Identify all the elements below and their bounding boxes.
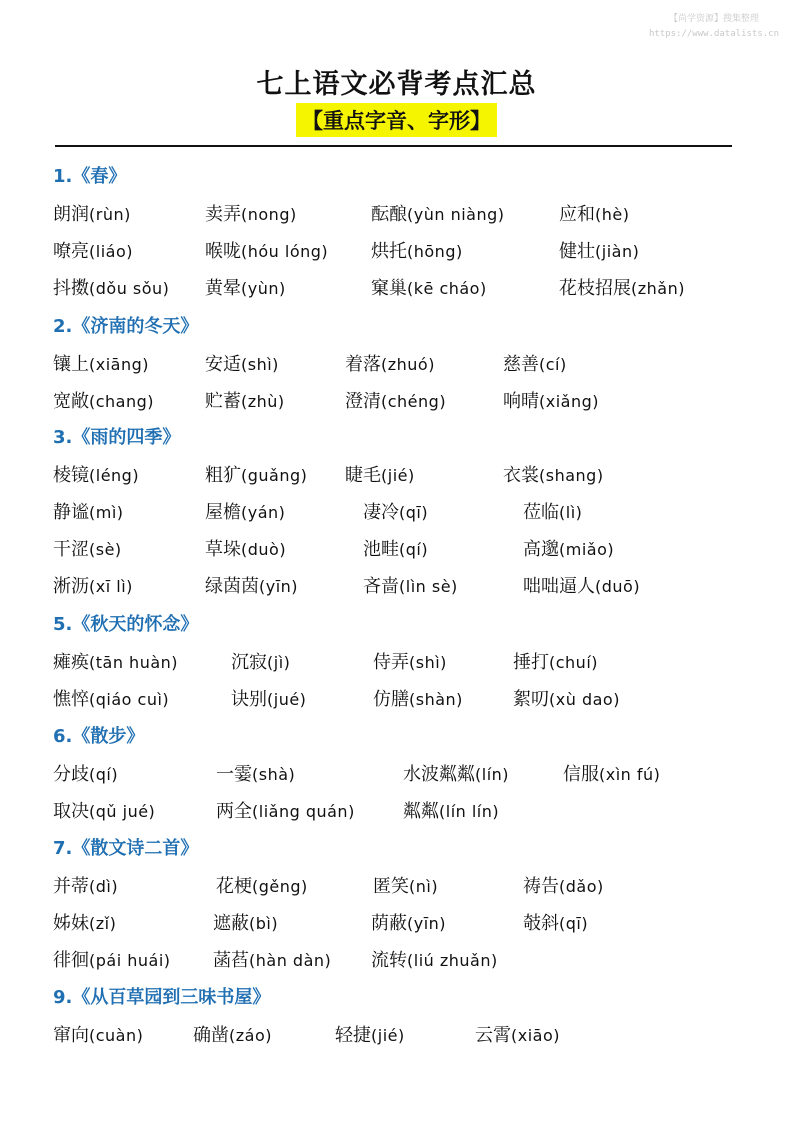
vocab-word: 宽敞 <box>53 391 89 412</box>
vocab-pinyin: (lìn sè) <box>399 577 458 596</box>
vocab-pinyin: (liǎng quán) <box>252 802 355 821</box>
vocab-pinyin: (xī lì) <box>89 577 133 596</box>
vocab-word: 高邈 <box>523 539 559 560</box>
vocab-pinyin: (jié) <box>381 466 415 485</box>
vocab-item <box>53 387 154 413</box>
vocab-word: 并蒂 <box>53 876 89 897</box>
vocab-word: 静谧 <box>53 502 89 523</box>
vocab-pinyin: (duō) <box>595 577 641 596</box>
vocab-pinyin: (léng) <box>89 466 140 485</box>
vocab-pinyin: (pái huái) <box>89 951 171 970</box>
vocab-word: 绿茵茵 <box>205 576 259 597</box>
vocab-pinyin: (qí) <box>89 765 119 784</box>
vocab-word: 响晴 <box>503 391 539 412</box>
vocab-pinyin: (shang) <box>539 466 604 485</box>
vocab-pinyin: (liú zhuǎn) <box>407 951 498 970</box>
vocab-word: 流转 <box>371 950 407 971</box>
section-title: 1.《春》 <box>53 166 127 187</box>
vocab-item <box>523 872 604 898</box>
vocab-row <box>53 797 743 823</box>
vocab-item <box>53 200 131 226</box>
vocab-pinyin: (bì) <box>249 914 279 933</box>
vocab-item <box>373 648 447 674</box>
vocab-item <box>53 872 118 898</box>
vocab-word: 棱镜 <box>53 465 89 486</box>
vocab-item <box>503 387 599 413</box>
vocab-word: 捶打 <box>513 652 549 673</box>
vocab-pinyin: (hè) <box>595 205 630 224</box>
vocab-word: 喉咙 <box>205 241 241 262</box>
vocab-item <box>335 1021 405 1047</box>
vocab-word: 侍弄 <box>373 652 409 673</box>
vocab-pinyin: (zhuó) <box>381 355 435 374</box>
vocab-row <box>53 872 743 898</box>
section-title: 3.《雨的四季》 <box>53 427 181 448</box>
vocab-pinyin: (guǎng) <box>241 466 308 485</box>
vocab-item <box>53 1021 143 1047</box>
vocab-item <box>345 461 415 487</box>
section-title: 9.《从百草园到三味书屋》 <box>53 987 271 1008</box>
vocab-word: 攲斜 <box>523 913 559 934</box>
vocab-item <box>205 237 328 263</box>
section-title: 6.《散步》 <box>53 726 145 747</box>
vocab-pinyin: (qí) <box>399 540 429 559</box>
vocab-pinyin: (liáo) <box>89 242 133 261</box>
vocab-word: 荫蔽 <box>371 913 407 934</box>
subtitle-wrapper <box>0 103 793 137</box>
vocab-word: 花枝招展 <box>559 278 631 299</box>
vocab-word: 确凿 <box>193 1025 229 1046</box>
vocab-item <box>205 387 285 413</box>
vocab-item <box>53 797 155 823</box>
section-title: 5.《秋天的怀念》 <box>53 614 199 635</box>
vocab-word: 抖擞 <box>53 278 89 299</box>
vocab-word: 凄冷 <box>363 502 399 523</box>
vocab-word: 信服 <box>563 764 599 785</box>
vocab-word: 应和 <box>559 204 595 225</box>
vocab-row <box>53 237 743 263</box>
vocab-item <box>53 237 133 263</box>
vocab-item <box>403 760 509 786</box>
vocab-word: 祷告 <box>523 876 559 897</box>
vocab-word: 憔悴 <box>53 689 89 710</box>
vocab-pinyin: (tān huàn) <box>89 653 179 672</box>
vocab-pinyin: (zhù) <box>241 392 285 411</box>
vocab-word: 徘徊 <box>53 950 89 971</box>
vocab-pinyin: (zǐ) <box>89 914 117 933</box>
title-divider <box>55 145 732 147</box>
vocab-word: 云霄 <box>475 1025 511 1046</box>
vocab-word: 絮叨 <box>513 689 549 710</box>
vocab-pinyin: (qǔ jué) <box>89 802 156 821</box>
vocab-word: 莅临 <box>523 502 559 523</box>
vocab-item <box>475 1021 560 1047</box>
vocab-item <box>363 572 458 598</box>
vocab-row <box>53 535 743 561</box>
vocab-item <box>345 350 435 376</box>
vocab-item <box>503 350 567 376</box>
vocab-pinyin: (hóu lóng) <box>241 242 329 261</box>
vocab-pinyin: (dǒu sǒu) <box>89 279 170 298</box>
vocab-item <box>523 909 588 935</box>
vocab-word: 两全 <box>216 801 252 822</box>
vocab-row <box>53 350 743 376</box>
vocab-pinyin: (yīn) <box>259 577 299 596</box>
vocab-item <box>53 909 116 935</box>
vocab-pinyin: (shà) <box>252 765 296 784</box>
vocab-pinyin: (shàn) <box>409 690 463 709</box>
vocab-item <box>205 200 297 226</box>
watermark <box>649 12 779 42</box>
vocab-item <box>559 274 685 300</box>
vocab-word: 咄咄逼人 <box>523 576 595 597</box>
vocab-pinyin: (shì) <box>241 355 279 374</box>
vocab-item <box>213 946 331 972</box>
vocab-word: 健壮 <box>559 241 595 262</box>
vocab-row <box>53 200 743 226</box>
vocab-item <box>53 350 149 376</box>
vocab-item <box>53 946 171 972</box>
vocab-row <box>53 946 743 972</box>
vocab-row <box>53 685 743 711</box>
vocab-word: 沉寂 <box>231 652 267 673</box>
vocab-item <box>345 387 446 413</box>
vocab-item <box>53 760 118 786</box>
vocab-item <box>503 461 604 487</box>
vocab-item <box>53 685 169 711</box>
vocab-item <box>213 909 278 935</box>
vocab-pinyin: (xìn fú) <box>599 765 661 784</box>
vocab-item <box>53 535 122 561</box>
vocab-word: 吝啬 <box>363 576 399 597</box>
vocab-pinyin: (jié) <box>371 1026 405 1045</box>
vocab-item <box>363 535 428 561</box>
vocab-word: 粗犷 <box>205 465 241 486</box>
vocab-item <box>53 461 139 487</box>
vocab-item <box>53 572 133 598</box>
vocab-item <box>523 572 640 598</box>
vocab-word: 睫毛 <box>345 465 381 486</box>
vocab-item <box>373 872 438 898</box>
vocab-pinyin: (mì) <box>89 503 124 522</box>
vocab-item <box>523 498 582 524</box>
vocab-item <box>371 946 498 972</box>
vocab-pinyin: (qiáo cuì) <box>89 690 170 709</box>
vocab-item <box>371 909 446 935</box>
vocab-pinyin: (jué) <box>267 690 307 709</box>
vocab-word: 窜向 <box>53 1025 89 1046</box>
vocab-word: 仿膳 <box>373 689 409 710</box>
vocab-pinyin: (dì) <box>89 877 119 896</box>
vocab-row <box>53 461 743 487</box>
vocab-pinyin: (xù dao) <box>549 690 620 709</box>
vocab-pinyin: (yùn niàng) <box>407 205 505 224</box>
vocab-item <box>216 760 295 786</box>
vocab-row <box>53 498 743 524</box>
vocab-pinyin: (nong) <box>241 205 297 224</box>
vocab-word: 干涩 <box>53 539 89 560</box>
vocab-pinyin: (yán) <box>241 503 286 522</box>
vocab-pinyin: (miǎo) <box>559 540 615 559</box>
vocab-word: 瘫痪 <box>53 652 89 673</box>
vocab-item <box>513 685 620 711</box>
page-subtitle: 【重点字音、字形】 <box>296 103 497 137</box>
vocab-word: 卖弄 <box>205 204 241 225</box>
vocab-item <box>205 461 307 487</box>
vocab-pinyin: (hàn dàn) <box>249 951 332 970</box>
vocab-word: 粼粼 <box>403 801 439 822</box>
vocab-item <box>205 572 298 598</box>
vocab-pinyin: (qī) <box>559 914 589 933</box>
vocab-word: 取决 <box>53 801 89 822</box>
vocab-row <box>53 572 743 598</box>
vocab-word: 分歧 <box>53 764 89 785</box>
vocab-pinyin: (lì) <box>559 503 583 522</box>
page-title: 七上语文必背考点汇总 <box>256 69 537 100</box>
vocab-pinyin: (xiāo) <box>511 1026 560 1045</box>
vocab-item <box>205 350 279 376</box>
vocab-row <box>53 909 743 935</box>
vocab-pinyin: (nì) <box>409 877 439 896</box>
vocab-row <box>53 760 743 786</box>
vocab-word: 草垛 <box>205 539 241 560</box>
vocab-pinyin: (dǎo) <box>559 877 604 896</box>
vocab-word: 朗润 <box>53 204 89 225</box>
vocab-word: 淅沥 <box>53 576 89 597</box>
vocab-pinyin: (kē cháo) <box>407 279 487 298</box>
vocab-item <box>205 498 285 524</box>
vocab-pinyin: (jì) <box>267 653 291 672</box>
vocab-pinyin: (sè) <box>89 540 122 559</box>
watermark-line-1: 【尚学资源】搜集整理 <box>668 14 759 24</box>
vocab-item <box>53 648 178 674</box>
vocab-row <box>53 387 743 413</box>
section-title: 7.《散文诗二首》 <box>53 838 199 859</box>
vocab-pinyin: (rùn) <box>89 205 131 224</box>
vocab-item <box>193 1021 272 1047</box>
vocab-pinyin: (cí) <box>539 355 567 374</box>
vocab-pinyin: (chuí) <box>549 653 599 672</box>
vocab-item <box>216 872 308 898</box>
vocab-word: 镶上 <box>53 354 89 375</box>
vocab-word: 烘托 <box>371 241 407 262</box>
vocab-word: 匿笑 <box>373 876 409 897</box>
vocab-item <box>231 648 290 674</box>
vocab-item <box>563 760 660 786</box>
vocab-row <box>53 274 743 300</box>
vocab-pinyin: (gěng) <box>252 877 308 896</box>
vocab-item <box>513 648 598 674</box>
vocab-pinyin: (hōng) <box>407 242 463 261</box>
vocab-word: 窠巢 <box>371 278 407 299</box>
vocab-pinyin: (shì) <box>409 653 447 672</box>
vocab-word: 酝酿 <box>371 204 407 225</box>
vocab-item <box>559 200 629 226</box>
vocab-item <box>371 200 505 226</box>
vocab-pinyin: (chang) <box>89 392 155 411</box>
vocab-item <box>559 237 639 263</box>
vocab-pinyin: (chéng) <box>381 392 447 411</box>
vocab-item <box>53 274 169 300</box>
vocab-item <box>373 685 463 711</box>
vocab-pinyin: (yīn) <box>407 914 447 933</box>
vocab-word: 安适 <box>205 354 241 375</box>
vocab-item <box>205 274 286 300</box>
vocab-word: 菡萏 <box>213 950 249 971</box>
vocab-item <box>371 237 463 263</box>
vocab-word: 水波粼粼 <box>403 764 475 785</box>
vocab-pinyin: (duò) <box>241 540 287 559</box>
vocab-word: 诀别 <box>231 689 267 710</box>
vocab-item <box>216 797 355 823</box>
vocab-item <box>363 498 428 524</box>
vocab-word: 姊妹 <box>53 913 89 934</box>
vocab-pinyin: (yùn) <box>241 279 286 298</box>
vocab-row <box>53 648 743 674</box>
watermark-line-2: https://www.datalists.cn <box>648 29 779 39</box>
vocab-word: 一霎 <box>216 764 252 785</box>
vocab-pinyin: (cuàn) <box>89 1026 144 1045</box>
vocab-word: 慈善 <box>503 354 539 375</box>
vocab-word: 着落 <box>345 354 381 375</box>
vocab-item <box>53 498 124 524</box>
vocab-word: 花梗 <box>216 876 252 897</box>
section-title: 2.《济南的冬天》 <box>53 316 199 337</box>
vocab-word: 嘹亮 <box>53 241 89 262</box>
vocab-item <box>205 535 286 561</box>
vocab-word: 轻捷 <box>335 1025 371 1046</box>
vocab-item <box>403 797 499 823</box>
vocab-pinyin: (lín lín) <box>439 802 500 821</box>
vocab-word: 屋檐 <box>205 502 241 523</box>
vocab-word: 澄清 <box>345 391 381 412</box>
vocab-pinyin: (lín) <box>475 765 510 784</box>
vocab-word: 遮蔽 <box>213 913 249 934</box>
vocab-pinyin: (qī) <box>399 503 429 522</box>
vocab-pinyin: (záo) <box>229 1026 272 1045</box>
vocab-pinyin: (jiàn) <box>595 242 640 261</box>
vocab-word: 黄晕 <box>205 278 241 299</box>
vocab-word: 贮蓄 <box>205 391 241 412</box>
vocab-pinyin: (xiǎng) <box>539 392 599 411</box>
vocab-word: 衣裳 <box>503 465 539 486</box>
vocab-word: 池畦 <box>363 539 399 560</box>
vocab-item <box>523 535 614 561</box>
vocab-row <box>53 1021 743 1047</box>
vocab-pinyin: (zhǎn) <box>631 279 685 298</box>
vocab-item <box>371 274 487 300</box>
vocab-item <box>231 685 306 711</box>
vocab-pinyin: (xiāng) <box>89 355 149 374</box>
